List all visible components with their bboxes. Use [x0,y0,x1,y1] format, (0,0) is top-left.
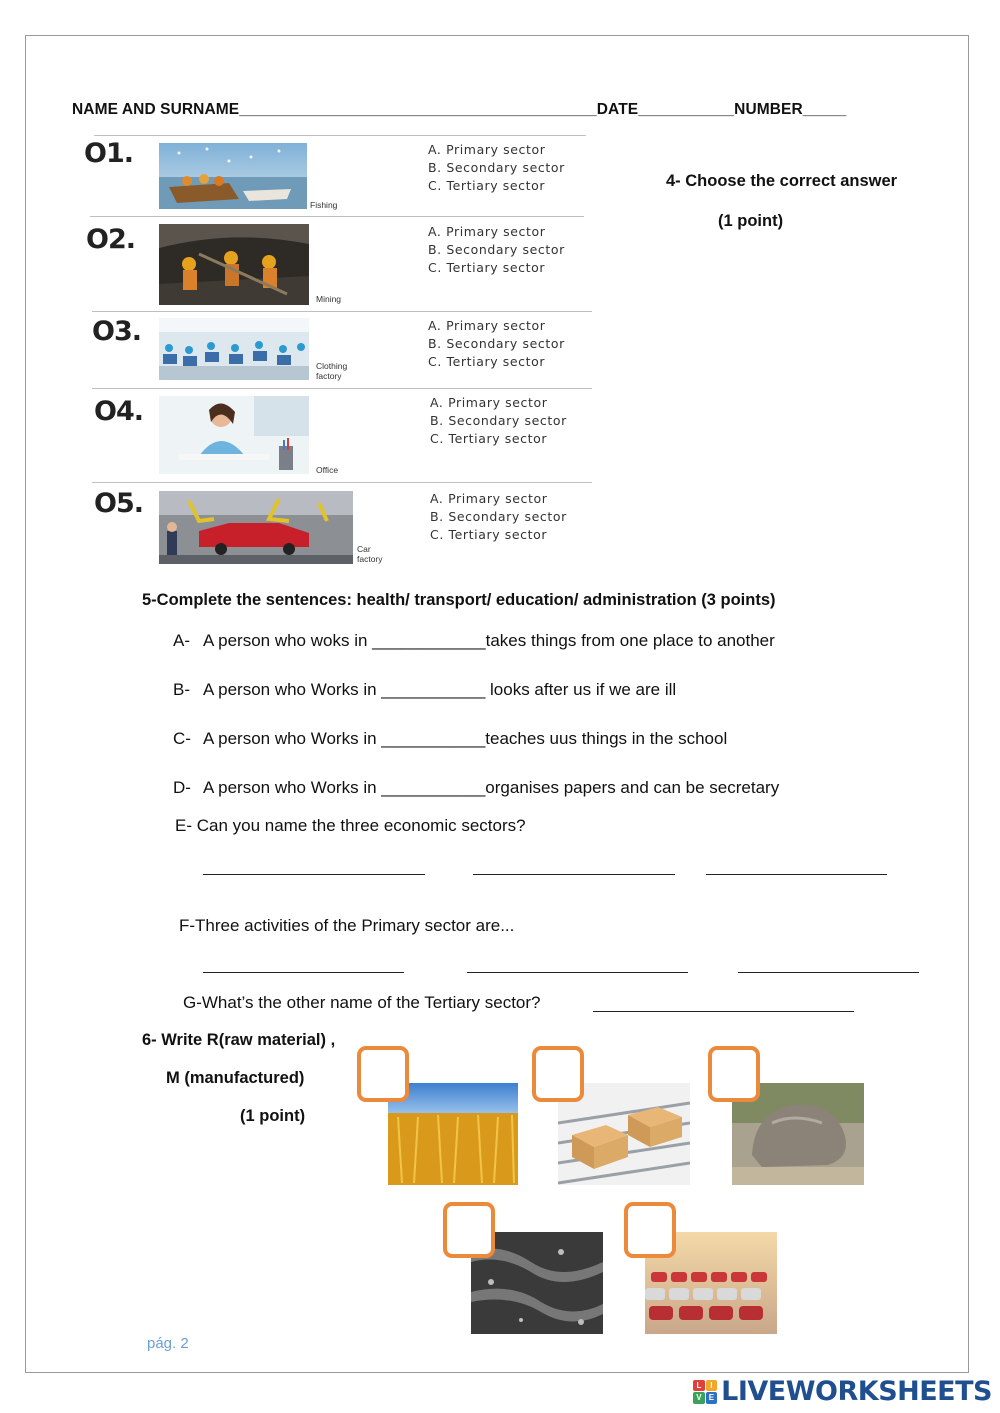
sentence-a [173,631,775,651]
brand-logo [693,1376,992,1407]
clothing-factory-photo [159,318,309,380]
fishing-photo [159,143,307,209]
caption-line: factory [316,371,342,381]
sentence-end: takes things from one place to another [485,631,775,650]
option-c[interactable]: C. Tertiary sector [428,178,546,193]
logo-letter: V [693,1392,705,1404]
option-b[interactable]: B. Secondary sector [428,336,565,351]
question-g: G-What’s the other name of the Tertiary sector? [183,993,541,1012]
answer-line[interactable] [706,874,887,875]
student-info-header [72,101,846,119]
sentence-start: A person who Works in [203,778,382,797]
answer-blank[interactable]: ___________ [381,778,486,797]
sentence-start: A person who Works in [203,680,382,699]
sentence-start: A person who Works in [203,729,382,748]
answer-line[interactable] [593,1011,854,1012]
option-b[interactable]: B. Secondary sector [428,242,565,257]
option-a[interactable]: A. Primary sector [428,142,546,157]
sentence-c [173,729,727,749]
option-c[interactable]: C. Tertiary sector [430,527,548,542]
name-label: NAME AND SURNAME [72,101,240,118]
answer-line[interactable] [738,972,919,973]
answer-blank[interactable]: ___________ [381,729,486,748]
question-number: O1. [84,138,133,169]
question-number: O4. [94,396,143,427]
separator [94,135,586,136]
option-a[interactable]: A. Primary sector [430,395,548,410]
section4-points: (1 point) [718,212,784,230]
section6-points: (1 point) [240,1107,306,1125]
office-photo [159,396,309,474]
sentence-end: looks after us if we are ill [485,680,677,699]
logo-letter: L [693,1380,705,1392]
number-label: NUMBER [734,101,803,118]
brand-name: LIVEWORKSHEETS [721,1376,992,1407]
date-label: DATE [596,101,639,118]
answer-options [430,490,567,544]
photo-caption: Office [316,465,339,475]
wheat-photo [388,1083,518,1185]
option-a[interactable]: A. Primary sector [428,318,546,333]
option-a[interactable]: A. Primary sector [428,224,546,239]
caption-line: Car [357,544,371,554]
answer-box[interactable] [708,1046,760,1102]
logo-letter: I [706,1380,718,1392]
sentence-d [173,778,779,798]
photo-caption [316,361,347,381]
option-a[interactable]: A. Primary sector [430,491,548,506]
answer-blank[interactable]: ___________ [381,680,486,699]
section4-title: 4- Choose the correct answer [666,172,898,190]
answer-box[interactable] [532,1046,584,1102]
answer-box[interactable] [624,1202,676,1258]
separator [92,388,592,389]
photo-caption [357,544,383,564]
answer-line[interactable] [203,874,425,875]
sector-questions [62,132,612,584]
answer-options [428,141,565,195]
question-number: O5. [94,488,143,519]
photo-caption: Fishing [310,200,338,210]
sentence-letter: C- [173,729,191,748]
mining-photo [159,224,309,305]
page-number: pág. 2 [147,1335,189,1352]
option-b[interactable]: B. Secondary sector [430,413,567,428]
option-b[interactable]: B. Secondary sector [430,509,567,524]
question-e: E- Can you name the three economic sectors? [175,816,526,835]
section5-title: 5-Complete the sentences: health/ transport/ education/ administration (3 points) [142,591,776,609]
question-f: F-Three activities of the Primary sector are... [179,916,515,935]
logo-letter: E [706,1392,718,1404]
separator [92,311,592,312]
answer-line[interactable] [467,972,688,973]
sentence-end: teaches uus things in the school [485,729,728,748]
sentence-b [173,680,676,700]
caption-line: Clothing [316,361,348,371]
date-blank[interactable]: ___________ [638,101,735,118]
sentence-letter: B- [173,680,190,699]
answer-box[interactable] [357,1046,409,1102]
liveworksheets-icon [693,1380,717,1404]
section6-title: 6- Write R(raw material) , [142,1031,336,1049]
sentence-end: organises papers and can be secretary [485,778,780,797]
caption-line: factory [357,554,383,564]
sentence-letter: D- [173,778,191,797]
name-blank[interactable]: _________________________________________ [239,101,597,118]
separator [90,216,584,217]
sentence-letter: A- [173,631,190,650]
answer-box[interactable] [443,1202,495,1258]
question-number: O2. [86,224,135,255]
answer-blank[interactable]: ____________ [372,631,486,650]
answer-line[interactable] [473,874,675,875]
answer-line[interactable] [203,972,404,973]
photo-caption: Mining [316,294,342,304]
option-c[interactable]: C. Tertiary sector [428,260,546,275]
answer-options [430,394,567,448]
option-c[interactable]: C. Tertiary sector [430,431,548,446]
option-b[interactable]: B. Secondary sector [428,160,565,175]
option-c[interactable]: C. Tertiary sector [428,354,546,369]
number-blank[interactable]: _____ [802,101,847,118]
sentence-start: A person who woks in [203,631,373,650]
question-number: O3. [92,316,141,347]
separator [92,482,592,483]
answer-options [428,317,565,371]
answer-options [428,223,565,277]
car-factory-photo [159,491,353,564]
section6-subtitle: M (manufactured) [166,1069,305,1087]
